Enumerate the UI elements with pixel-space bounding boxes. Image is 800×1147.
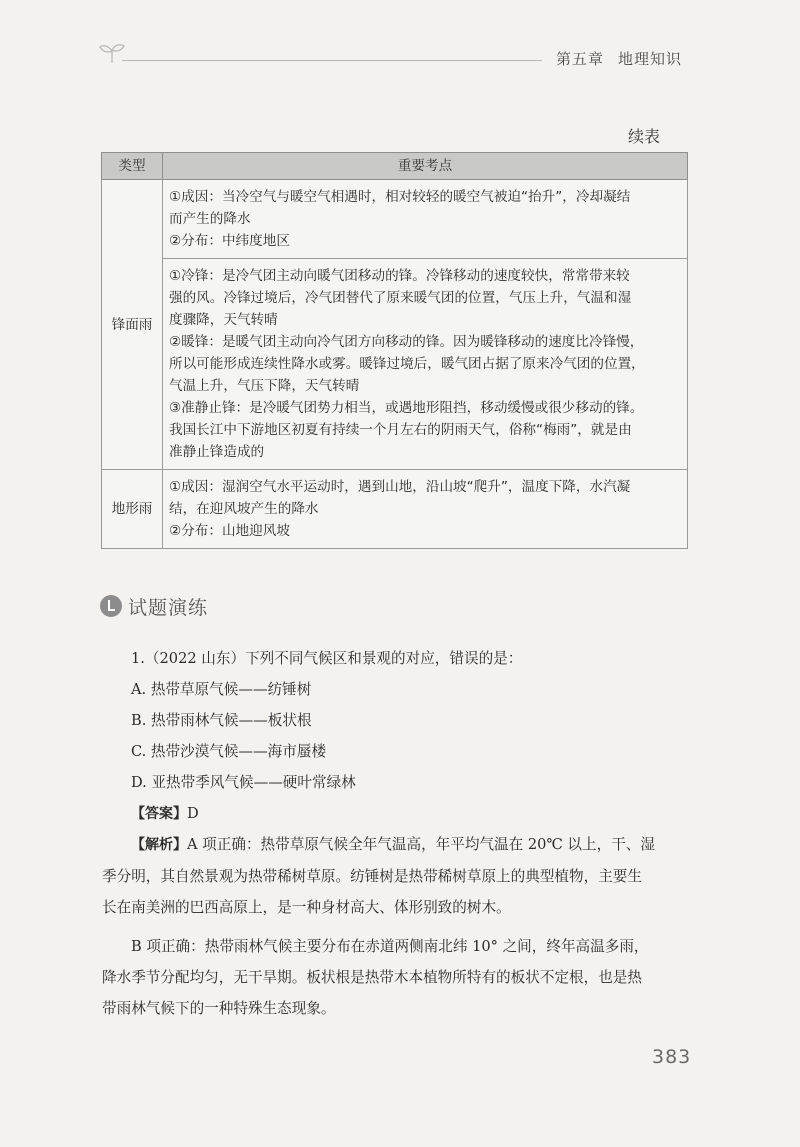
cell-line: 气温上升，气压下降，天气转晴 (169, 378, 360, 394)
chapter-number: 第五章 (556, 50, 605, 68)
points-cell (163, 470, 688, 549)
type-cell-frontal-rain: 锋面雨 (102, 180, 163, 470)
check-circle-icon (100, 595, 122, 617)
cell-line: 强的风。冷锋过境后，冷气团替代了原来暖气团的位置，气压上升，气温和湿 (169, 290, 632, 306)
table-header-row (102, 153, 688, 180)
cell-line: 所以可能形成连续性降水或雾。暖锋过境后，暖气团占据了原来冷气团的位置， (169, 356, 645, 372)
option-c: C. 热带沙漠气候——海市蜃楼 (131, 743, 327, 760)
answer-label: 【答案】 (131, 806, 187, 822)
analysis-line (131, 829, 691, 861)
cell-line: ①成因：湿润空气水平运动时，遇到山地，沿山坡“爬升”，温度下降，水汽凝 (169, 479, 631, 495)
header-type: 类型 (102, 153, 163, 180)
analysis-line: 季分明，其自然景观为热带稀树草原。纺锤树是热带稀树草原上的典型植物，主要生 (102, 868, 642, 885)
option-b: B. 热带雨林气候——板状根 (131, 712, 312, 729)
question-block (102, 643, 691, 1024)
option-d: D. 亚热带季风气候——硬叶常绿林 (131, 774, 356, 791)
table-row (102, 180, 688, 259)
header-rule (122, 60, 542, 61)
question-stem: 1.（2022 山东）下列不同气候区和景观的对应，错误的是： (131, 650, 523, 667)
key-points-table (101, 152, 688, 549)
option-a: A. 热带草原气候——纺锤树 (131, 681, 312, 698)
answer-value: D (187, 805, 199, 822)
page-number: 383 (652, 1046, 692, 1068)
analysis-line: B 项正确：热带雨林气候主要分布在赤道两侧南北纬 10° 之间，终年高温多雨， (131, 938, 649, 955)
cell-line: ②分布：山地迎风坡 (169, 523, 290, 539)
type-cell-orographic-rain: 地形雨 (102, 470, 163, 549)
analysis-text: A 项正确：热带草原气候全年气温高，年平均气温在 20℃ 以上，干、湿 (187, 836, 655, 853)
cell-line: 结，在迎风坡产生的降水 (169, 501, 319, 517)
cell-line: ②分布：中纬度地区 (169, 233, 290, 249)
cell-line: 我国长江中下游地区初夏有持续一个月左右的阴雨天气，俗称“梅雨”，就是由 (169, 422, 632, 438)
cell-line: ①成因：当冷空气与暖空气相遇时，相对较轻的暖空气被迫“抬升”，冷却凝结 (169, 189, 631, 205)
section-title: 试题演练 (128, 596, 209, 619)
cell-line: 准静止锋造成的 (169, 444, 265, 460)
analysis-line: 带雨林气候下的一种特殊生态现象。 (102, 1000, 336, 1017)
chapter-title: 地理知识 (618, 50, 683, 68)
cell-line: ②暖锋：是暖气团主动向冷气团方向移动的锋。因为暖锋移动的速度比冷锋慢， (169, 334, 644, 350)
table-row (102, 259, 688, 470)
points-cell (163, 259, 688, 470)
cell-line: ①冷锋：是冷气团主动向暖气团移动的锋。冷锋移动的速度较快，常常带来较 (169, 268, 630, 284)
answer-line (131, 798, 691, 829)
analysis-a (102, 829, 691, 923)
analysis-label: 【解析】 (131, 837, 187, 853)
chapter-header (556, 48, 682, 69)
table-row (102, 470, 688, 549)
practice-section-heading (100, 592, 208, 620)
analysis-line: 长在南美洲的巴西高原上，是一种身材高大、体形别致的树木。 (102, 899, 511, 916)
analysis-b (102, 931, 691, 1024)
cell-line: 度骤降，天气转晴 (169, 312, 278, 328)
header-points: 重要考点 (163, 153, 688, 180)
analysis-line: 降水季节分配均匀，无干旱期。板状根是热带木本植物所特有的板状不定根，也是热 (102, 969, 642, 986)
points-cell (163, 180, 688, 259)
cell-line: 而产生的降水 (169, 211, 251, 227)
cell-line: ③准静止锋：是冷暖气团势力相当，或遇地形阻挡，移动缓慢或很少移动的锋。 (169, 400, 644, 416)
continued-label: 续表 (628, 127, 661, 146)
